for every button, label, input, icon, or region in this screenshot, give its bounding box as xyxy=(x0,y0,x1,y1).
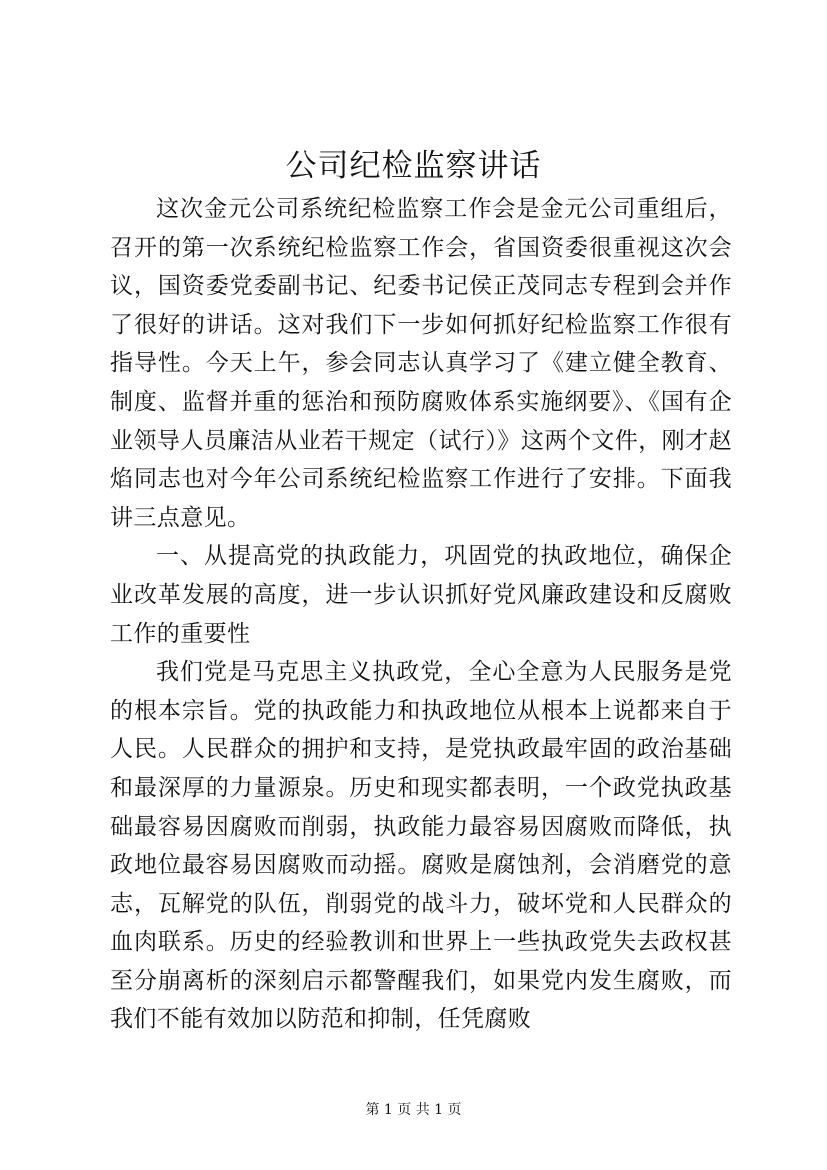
document-title: 公司纪检监察讲话 xyxy=(285,148,542,184)
paragraph-body: 我们党是马克思主义执政党，全心全意为人民服务是党的根本宗旨。党的执政能力和执政地位从根本上说都来自于人民。人民群众的拥护和支持，是党执政最牢固的政治基础和最深厚的力量源泉。历史和现实都表明，一个政党执政基础最容易因腐败而削弱，执政能力最容易因腐败而降低，执政地位最容易因腐败而动摇。腐败是腐蚀剂，会消磨党的意志，瓦解党的队伍，削弱党的战斗力，破坏党和人民群众的血肉联系。历史的经验教训和世界上一些执政党失去政权甚至分崩离析的深刻启示都警醒我们，如果党内发生腐败，而我们不能有效加以防范和抑制，任凭腐败 xyxy=(110,659,732,1033)
document-body xyxy=(110,190,732,1039)
paragraph-intro: 这次金元公司系统纪检监察工作会是金元公司重组后，召开的第一次系统纪检监察工作会，省国资委很重视这次会议，国资委党委副书记、纪委书记侯正茂同志专程到会并作了很好的讲话。这对我们下一步如何抓好纪检监察工作很有指导性。今天上午，参会同志认真学习了《建立健全教育、制度、监督并重的惩治和预防腐败体系实施纲要》、《国有企业领导人员廉洁从业若干规定（试行）》这两个文件，刚才赵焰同志也对今年公司系统纪检监察工作进行了安排。下面我讲三点意见。 xyxy=(110,196,732,531)
paragraph-section-heading: 一、从提高党的执政能力，巩固党的执政地位，确保企业改革发展的高度，进一步认识抓好党风廉政建设和反腐败工作的重要性 xyxy=(110,543,732,647)
page-number-footer: 第 1 页 共 1 页 xyxy=(365,1102,462,1118)
